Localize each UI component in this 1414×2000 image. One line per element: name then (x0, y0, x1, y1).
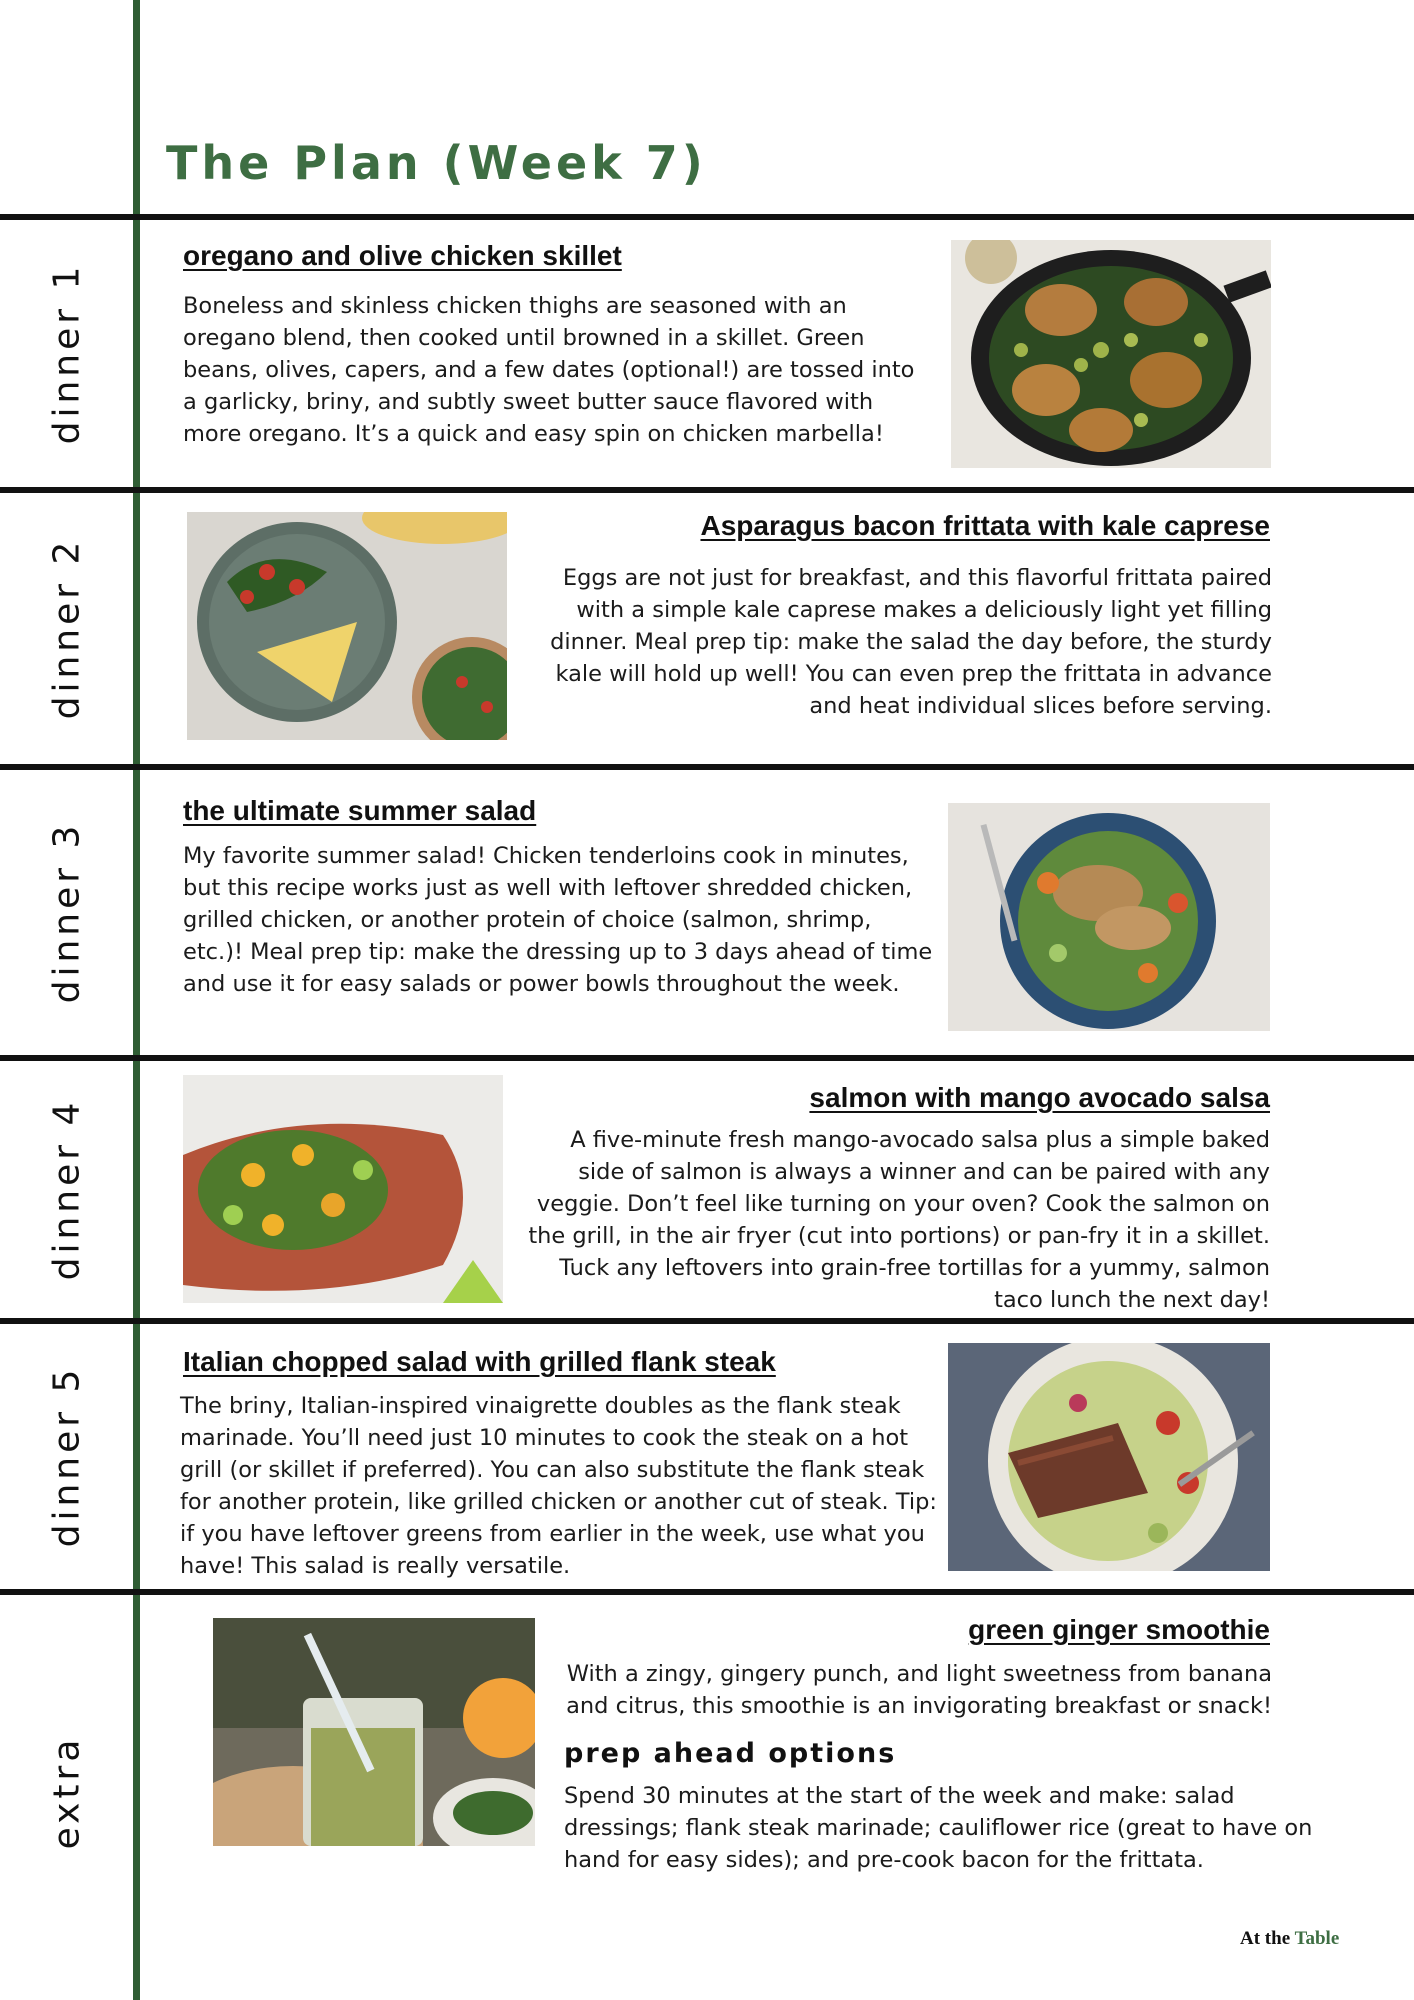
recipe-title[interactable]: green ginger smoothie (968, 1614, 1270, 1645)
recipe-description: Eggs are not just for breakfast, and this flavorful frittata paired with a simple kale caprese makes a deliciously light yet filling dinner. Meal prep tip: make the salad the day before, the sturdy kale will hold up well! You can even prep the frittata in advance and heat individual slices before serving. (550, 565, 1272, 719)
section-divider (0, 1589, 1414, 1595)
flank-steak-photo (948, 1343, 1270, 1571)
section-divider (0, 1055, 1414, 1061)
section-divider (0, 214, 1414, 220)
section-divider (0, 1318, 1414, 1324)
salmon-photo (183, 1075, 503, 1303)
section-label: dinner 4 (46, 1098, 88, 1281)
brand-logo: At the Table (1240, 1928, 1340, 1949)
section-label: dinner 2 (46, 537, 88, 720)
prep-ahead-description: Spend 30 minutes at the start of the week and make: salad dressings; flank steak marinade; cauliflower rice (great to have on hand for easy sides); and pre-cook bacon for the frittata. (564, 1783, 1313, 1873)
prep-ahead-title: prep ahead options (564, 1738, 897, 1769)
recipe-title[interactable]: Asparagus bacon frittata with kale caprese (700, 510, 1270, 541)
recipe-title[interactable]: the ultimate summer salad (183, 795, 537, 826)
recipe-description: Boneless and skinless chicken thighs are seasoned with an oregano blend, then cooked until browned in a skillet. Green beans, olives, capers, and a few dates (optional!) are tossed into a garlicky, briny, and subtly sweet butter sauce flavored with more oregano. It’s a quick and easy spin on chicken marbella! (183, 293, 915, 447)
recipe-title[interactable]: oregano and olive chicken skillet (183, 240, 622, 271)
section-label: dinner 5 (46, 1365, 88, 1548)
section-label: dinner 3 (46, 821, 88, 1004)
frittata-photo (187, 512, 507, 740)
recipe-description: The briny, Italian-inspired vinaigrette doubles as the flank steak marinade. You’ll need just 10 minutes to cook the steak on a hot grill (or skillet if preferred). You can also substitute the flank steak for another protein, like grilled chicken or another cut of steak. Tip: if you have leftover greens from earlier in the week, use what you have! This salad is really versatile. (180, 1393, 937, 1579)
recipe-description: My favorite summer salad! Chicken tenderloins cook in minutes, but this recipe works just as well with leftover shredded chicken, grilled chicken, or another protein of choice (salmon, shrimp, etc.)! Meal prep tip: make the dressing up to 3 days ahead of time and use it for easy salads or power bowls throughout the week. (183, 843, 933, 997)
recipe-title[interactable]: Italian chopped salad with grilled flank steak (183, 1346, 776, 1377)
smoothie-photo (213, 1618, 535, 1846)
chicken-skillet-photo (951, 240, 1271, 468)
summer-salad-photo (948, 803, 1270, 1031)
section-divider (0, 487, 1414, 493)
recipe-description: With a zingy, gingery punch, and light sweetness from banana and citrus, this smoothie is an invigorating breakfast or snack! (566, 1661, 1272, 1719)
section-label: dinner 1 (46, 262, 88, 445)
recipe-description: A five-minute fresh mango-avocado salsa plus a simple baked side of salmon is always a winner and can be paired with any veggie. Don’t feel like turning on your oven? Cook the salmon on the grill, in the air fryer (cut into portions) or pan-fry it in a skillet. Tuck any leftovers into grain-free tortillas for a yummy, salmon taco lunch the next day! (528, 1127, 1270, 1313)
sidebar-line (133, 0, 140, 2000)
section-label: extra (45, 1735, 87, 1850)
recipe-title[interactable]: salmon with mango avocado salsa (809, 1082, 1270, 1113)
page-title: The Plan (Week 7) (166, 136, 707, 190)
section-divider (0, 764, 1414, 770)
